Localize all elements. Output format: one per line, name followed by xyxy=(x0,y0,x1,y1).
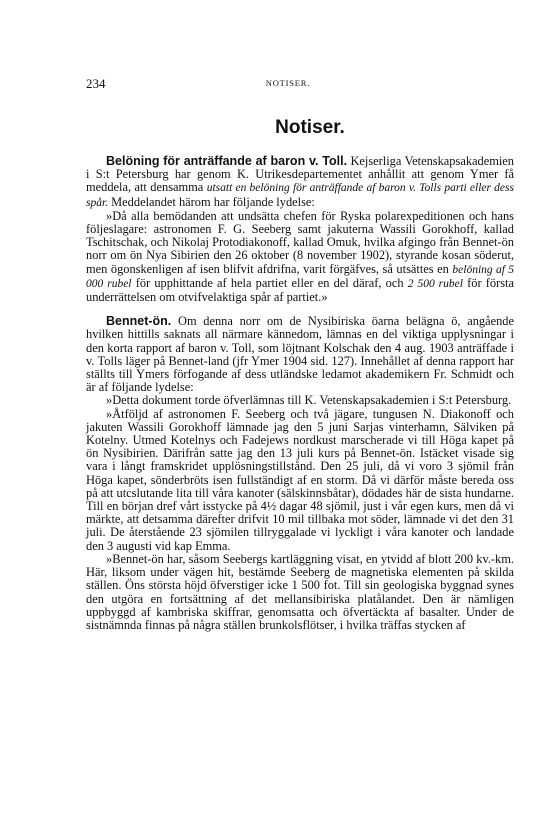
notice-bennet-heading: Bennet-ön. xyxy=(106,314,172,329)
notice-toll-text-a: Kejserliga Vetenskapsakademien i S:t Petersburg har genom K. Utrikesdepartementet anhållit att genom Ymer få meddela, att densamma xyxy=(86,154,514,195)
notice-toll-intro xyxy=(86,155,514,210)
notice-bennet-para-4: »Bennet-ön har, såsom Seebergs kartläggning visat, en ytvidd af blott 200 kv.-km. Här, liksom under vägen hit, bestämde Seeberg de magnetiska elementen på skilda ställen. Öns största höjd öfverstiger icke 1 500 fot. Till sin geologiska byggnad synes den utgöra en fortsättning af det mellansibiriska platålandet. Den är nämligen uppbyggd af kambriska skiffrar, genomsatta och öfvertäckta af basalter. Under de sistnämnda finnas på några ställen brunkolsflötser, i hvilka träffas stycken af xyxy=(86,551,514,632)
notice-toll-heading: Belöning för anträffande af baron v. Toll. xyxy=(106,154,348,168)
quote-reward-1: belöning af 5 000 rubel xyxy=(86,263,514,290)
running-title: NOTISER. xyxy=(265,78,311,88)
quote-text-a: »Då alla bemödanden att undsätta chefen för Ryska polarexpeditionen och hans följeslagare: astronomen F. G. Seeberg samt jakuterna Wassili Gorokhoff, kallad Tschitschak, och Nikolaj Protodiakonoff, kallad Omuk, hvilka afgingo från Bennet-ön norr om ön Nya Sibirien den 26 oktober (8 november 1902), styrande kosan söderut, men ögonskenligen af isen blifvit afdrifna, varit förgäfves, så utsättes en xyxy=(86,208,514,276)
notice-toll-quote xyxy=(86,210,514,304)
quote-reward-2: 2 500 rubel xyxy=(407,277,463,290)
section-title: Notiser. xyxy=(275,117,345,138)
quote-text-b: för upphittande af hela partiet eller en del däraf, och xyxy=(131,275,408,290)
notice-toll-text-b: Meddelandet härom har följande lydelse: xyxy=(108,194,315,209)
notice-bennet-text: Om denna norr om de Nysibiriska öarna belägna ö, angående hvilken hittills saknats all närmare kännedom, lämnas en del viktiga upplysningar i den korta rapport af baron v. Toll, som löjtnant Kolschak den 4 aug. 1903 anträffade i v. Tolls läger på Bennet-land (jfr Ymer 1904 sid. 127). Innehållet af denna rapport har ställts till Ymers förfogande af dess utländske ledamot akademikern Fr. Schmidt och är af följande lydelse: xyxy=(86,314,514,395)
notice-bennet-para-2: »Detta dokument torde öfverlämnas till K. Vetenskapsakademien i S:t Petersburg. xyxy=(106,393,512,408)
notice-toll-text-italic: utsatt en belöning för anträffande af baron v. Tolls parti eller dess spår. xyxy=(86,182,514,209)
page-number: 234 xyxy=(86,76,106,91)
quote-text-c: för första underrättelsen om otvifvelaktiga spår af partiet.» xyxy=(86,275,514,305)
notice-bennet-intro xyxy=(86,315,514,394)
notice-bennet-para-3: »Åtföljd af astronomen F. Seeberg och två jägare, tungusen N. Diakonoff och jakuten Wassili Gorokhoff lämnade jag den 5 juni Sarjas vinterhamn, Sälviken på Kotelny. Utmed Kotelnys och Fadejews nordkust marscherade vi till Höga kapet på ön Nysibirien. Därifrån satte jag den 13 juli kurs på Bennet-ön. Istäcket visade sig vara i långt framskridet upplösningstillstånd. Den 25 juli, då vi voro 3 sjömil från Höga kapet, sönderbröts isen fullständigt af en storm. Då vi därför måste bereda oss på att utcslutande lita till våra kanoter (sälskinnsbåtar), dödades här de sista hundarne. Till en början dref vårt isstycke på 4½ dagar 48 sjömil, just i vår egen kurs, men då vi märkte, att detsamma därefter drifvit 10 mil tillbaka mot söder, lämnade vi det den 31 juli. De återstående 23 sjömilen tillryggalade vi lyckligt i våra kanoter och landade den 3 augusti vid kap Emma. xyxy=(86,406,514,553)
running-head xyxy=(86,76,490,90)
body-text xyxy=(86,155,514,632)
